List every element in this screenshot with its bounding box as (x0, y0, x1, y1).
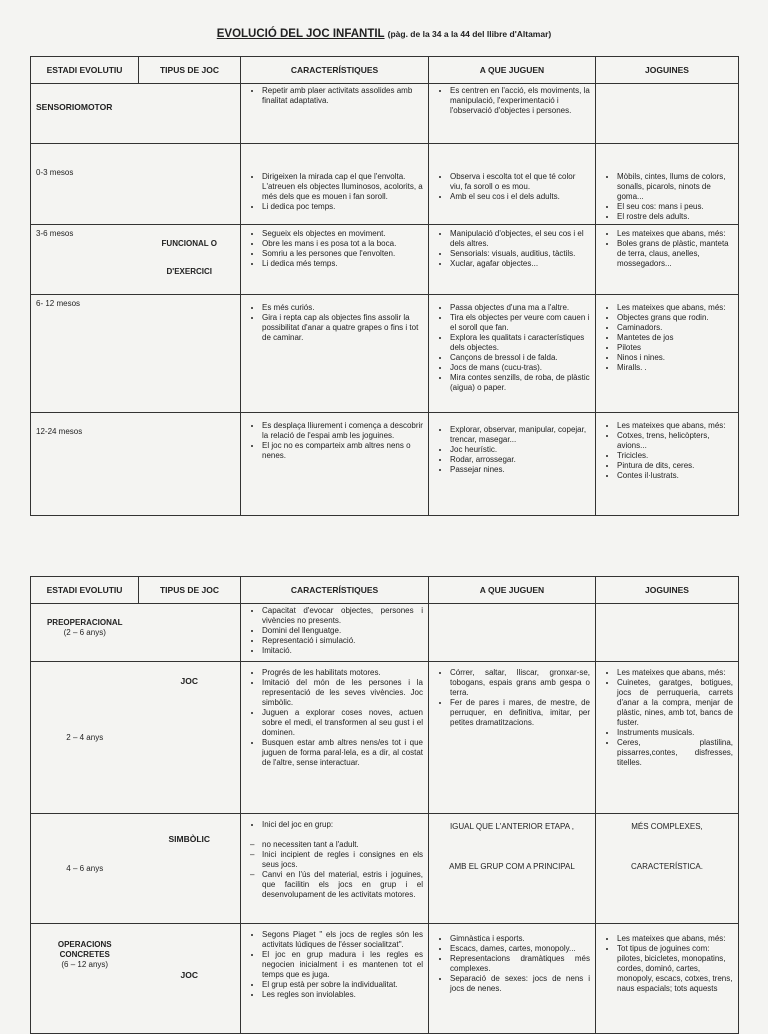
list-item: • Li dedica poc temps. (262, 202, 423, 212)
stage-concrete-1: OPERACIONS (57, 940, 112, 949)
evolution-table-preoperational (30, 576, 739, 1034)
list-item: • Les mateixes que abans, més: (617, 934, 733, 944)
header-stage: ESTADI EVOLUTIU (31, 57, 139, 84)
document-title (0, 28, 768, 40)
list-item: • El rostre dels adults. (617, 212, 733, 222)
table-row (31, 662, 739, 814)
list-item: • Tricicles. (617, 451, 733, 461)
play-4-6-line2: AMB EL GRUP COM A PRINCIPAL (449, 862, 575, 871)
list-item: • Fer de pares i mares, de mestre, de perruquer, en definitiva, imitar, per petites dramatitzacions. (450, 698, 590, 728)
list-item: • Pintura de dits, ceres. (617, 461, 733, 471)
evolution-table-sensorimotor (30, 56, 739, 516)
list-item: • Li dedica més temps. (262, 259, 423, 269)
list-item: • El joc en grup madura i les regles es negocien inicialment i es mantenen tot el temps que es juga. (262, 950, 423, 980)
list-item: • Instruments musicals. (617, 728, 733, 738)
list-item: • Imitació del món de les persones i la representació de les seves vivències. Joc simbòlic. (262, 678, 423, 708)
title-subtitle: (pàg. de la 34 a la 44 del llibre d'Altamar) (387, 29, 552, 39)
table-row (31, 604, 739, 662)
header-game-type: TIPUS DE JOC (139, 577, 241, 604)
list-item: • Dirigeixen la mirada cap el que l'envolta. L'atreuen els objectes lluminosos, acolorits, a més dels que es mouen i fan soroll. (262, 172, 423, 202)
list-item: • Domini del llenguatge. (262, 626, 423, 636)
list-item: • Xuclar, agafar objectes... (450, 259, 590, 269)
list-item: • Boles grans de plàstic, manteta de terra, claus, anelles, mossegadors... (617, 239, 733, 269)
list-item: • Imitació. (262, 646, 423, 656)
header-play: A QUE JUGUEN (429, 577, 596, 604)
game-type-functional: FUNCIONAL O (161, 239, 217, 248)
list-item: • Segueix els objectes en moviment. (262, 229, 423, 239)
list-item: • Les mateixes que abans, més: (617, 303, 733, 313)
table-row (31, 814, 739, 924)
list-item: • Explorar, observar, manipular, copejar, trencar, masegar... (450, 425, 590, 445)
list-item: • Somriu a les persones que l'envolten. (262, 249, 423, 259)
list-item: • Juguen a explorar coses noves, actuen sobre el medi, el transformen al seu gust i el dominen. (262, 708, 423, 738)
list-item: • Es desplaça lliurement i comença a descobrir la relació de l'espai amb les joguines. (262, 421, 423, 441)
list-item: • Representació i simulació. (262, 636, 423, 646)
header-characteristics: CARACTERÍSTIQUES (241, 57, 429, 84)
list-item: • Mira contes senzills, de roba, de plàstic (aigua) o paper. (450, 373, 590, 393)
table-row (31, 144, 739, 225)
list-item: – Canvi en l'ús del material, estris i joguines, que facilitin els jocs en grup i el desenvolupament de les activitats motores. (262, 870, 423, 900)
list-item: • El joc no es comparteix amb altres nens o nenes. (262, 441, 423, 461)
age-2-4: 2 – 4 anys (66, 732, 104, 742)
list-item: • Miralls. . (617, 363, 733, 373)
list-item: • Joc heurístic. (450, 445, 590, 455)
game-type-joc-2: JOC (180, 970, 198, 980)
table-row (31, 225, 739, 295)
age-6-12: 6- 12 mesos (36, 299, 81, 308)
list-item: • Escacs, dames, cartes, monopoly... (450, 944, 590, 954)
list-item: • Repetir amb plaer activitats assolides amb finalitat adaptativa. (262, 86, 423, 106)
list-item: • Mòbils, cintes, llums de colors, sonalls, picarols, ninots de goma... (617, 172, 733, 202)
list-item: • Jocs de mans (cucu-tras). (450, 363, 590, 373)
header-play: A QUE JUGUEN (429, 57, 596, 84)
age-3-6: 3-6 mesos (36, 229, 74, 238)
table-row (31, 295, 739, 413)
stage-concrete-2: CONCRETES (59, 950, 110, 959)
list-item: • Amb el seu cos i el dels adults. (450, 192, 590, 202)
age-0-3: 0-3 mesos (36, 168, 74, 177)
toys-4-6-line2: CARACTERÍSTICA. (630, 862, 703, 871)
list-item: • Rodar, arrossegar. (450, 455, 590, 465)
list-item: • Les mateixes que abans, més: (617, 668, 733, 678)
toys-4-6-line1: MÉS COMPLEXES, (631, 822, 703, 831)
list-item: • Obre les mans i es posa tot a la boca. (262, 239, 423, 249)
game-type-joc-1: JOC (180, 676, 198, 686)
list-item: • Busquen estar amb altres nens/es tot i que juguen de forma paral·lela, es a dir, al costat de l'altre, sense interactuar. (262, 738, 423, 768)
list-item: • Ninos i nines. (617, 353, 733, 363)
list-item: • Les mateixes que abans, més: (617, 229, 733, 239)
list-item: • Tira els objectes per veure com cauen i el soroll que fan. (450, 313, 590, 333)
list-item: • Es centren en l'acció, els moviments, la manipulació, l'experimentació i l'observació d'objectes i persones. (450, 86, 590, 116)
header-stage: ESTADI EVOLUTIU (31, 577, 139, 604)
list-item: • Capacitat d'evocar objectes, persones i vivències no presents. (262, 606, 423, 626)
stage-concrete-range: (6 – 12 anys) (61, 960, 109, 969)
list-item: • Inici del joc en grup: (262, 820, 423, 830)
list-item: • Objectes grans que rodin. (617, 313, 733, 323)
header-toys: JOGUINES (596, 57, 739, 84)
list-item: – no necessiten tant a l'adult. (262, 840, 423, 850)
header-toys: JOGUINES (596, 577, 739, 604)
title-main: EVOLUCIÓ DEL JOC INFANTIL (216, 28, 385, 40)
list-item: • Separació de sexes: jocs de nens i jocs de nenes. (450, 974, 590, 994)
list-item: • El grup està per sobre la individualitat. (262, 980, 423, 990)
list-item: • Segons Piaget " els jocs de regles són les activitats lúdiques de l'ésser socialitzat". (262, 930, 423, 950)
list-item: • Ceres, plastilina, pissarres,contes, disfresses, titelles. (617, 738, 733, 768)
list-item: • Observa i escolta tot el que té color viu, fa soroll o es mou. (450, 172, 590, 192)
list-item: – Inici incipient de regles i consignes en els seus jocs. (262, 850, 423, 870)
list-item: • Les regles son inviolables. (262, 990, 423, 1000)
list-item: • Cuinetes, garatges, botigues, jocs de perruqueria, carrets d'anar a la compra, menjar de plàstic, nines, amb tot, bancs de fuster. (617, 678, 733, 728)
list-item: • Cotxes, trens, helicòpters, avions... (617, 431, 733, 451)
list-item: • Les mateixes que abans, més: (617, 421, 733, 431)
table-row (31, 413, 739, 516)
stage-preoperational: PREOPERACIONAL (46, 618, 123, 627)
list-item: • Progrés de les habilitats motores. (262, 668, 423, 678)
list-item: • Es més curiós. (262, 303, 423, 313)
table-row (31, 924, 739, 1034)
list-item: • Explora les qualitats i característiques dels objectes. (450, 333, 590, 353)
age-4-6: 4 – 6 anys (66, 863, 104, 873)
play-4-6-line1: IGUAL QUE L'ANTERIOR ETAPA , (449, 822, 575, 831)
list-item: • Cançons de bressol i de falda. (450, 353, 590, 363)
list-item: • Manipulació d'objectes, el seu cos i el dels altres. (450, 229, 590, 249)
list-item: • Mantetes de jos (617, 333, 733, 343)
list-item: • El seu cos: mans i peus. (617, 202, 733, 212)
table-header-row (31, 577, 739, 604)
list-item: • Passejar nines. (450, 465, 590, 475)
stage-sensoriomotor: SENSORIOMOTOR (36, 102, 113, 112)
list-item: • Tot tipus de joguines com: pilotes, bicicletes, monopatins, cordes, dominó, cartes, monopoly, escacs, cotxes, trens, naus espacials; tots aquests (617, 944, 733, 994)
list-item: • Contes il·lustrats. (617, 471, 733, 481)
list-item: • Córrer, saltar, lliscar, gronxar-se, tobogans, espais grans amb gespa o terra. (450, 668, 590, 698)
list-item: • Caminadors. (617, 323, 733, 333)
header-characteristics: CARACTERÍSTIQUES (241, 577, 429, 604)
table-row (31, 84, 739, 144)
list-item: • Pilotes (617, 343, 733, 353)
table-header-row (31, 57, 739, 84)
list-item: • Gira i repta cap als objectes fins assolir la possibilitat d'anar a quatre grapes o fins i tot de caminar. (262, 313, 423, 343)
header-game-type: TIPUS DE JOC (139, 57, 241, 84)
list-item: • Representacions dramàtiques més complexes. (450, 954, 590, 974)
list-item: • Passa objectes d'una ma a l'altre. (450, 303, 590, 313)
age-12-24: 12-24 mesos (36, 427, 83, 436)
game-type-simbolic: SIMBÒLIC (168, 834, 211, 844)
stage-preoperational-range: (2 – 6 anys) (63, 628, 106, 637)
list-item: • Sensorials: visuals, auditius, tàctils. (450, 249, 590, 259)
list-item: • Gimnàstica i esports. (450, 934, 590, 944)
game-type-exercise: D'EXERCICI (166, 267, 212, 276)
